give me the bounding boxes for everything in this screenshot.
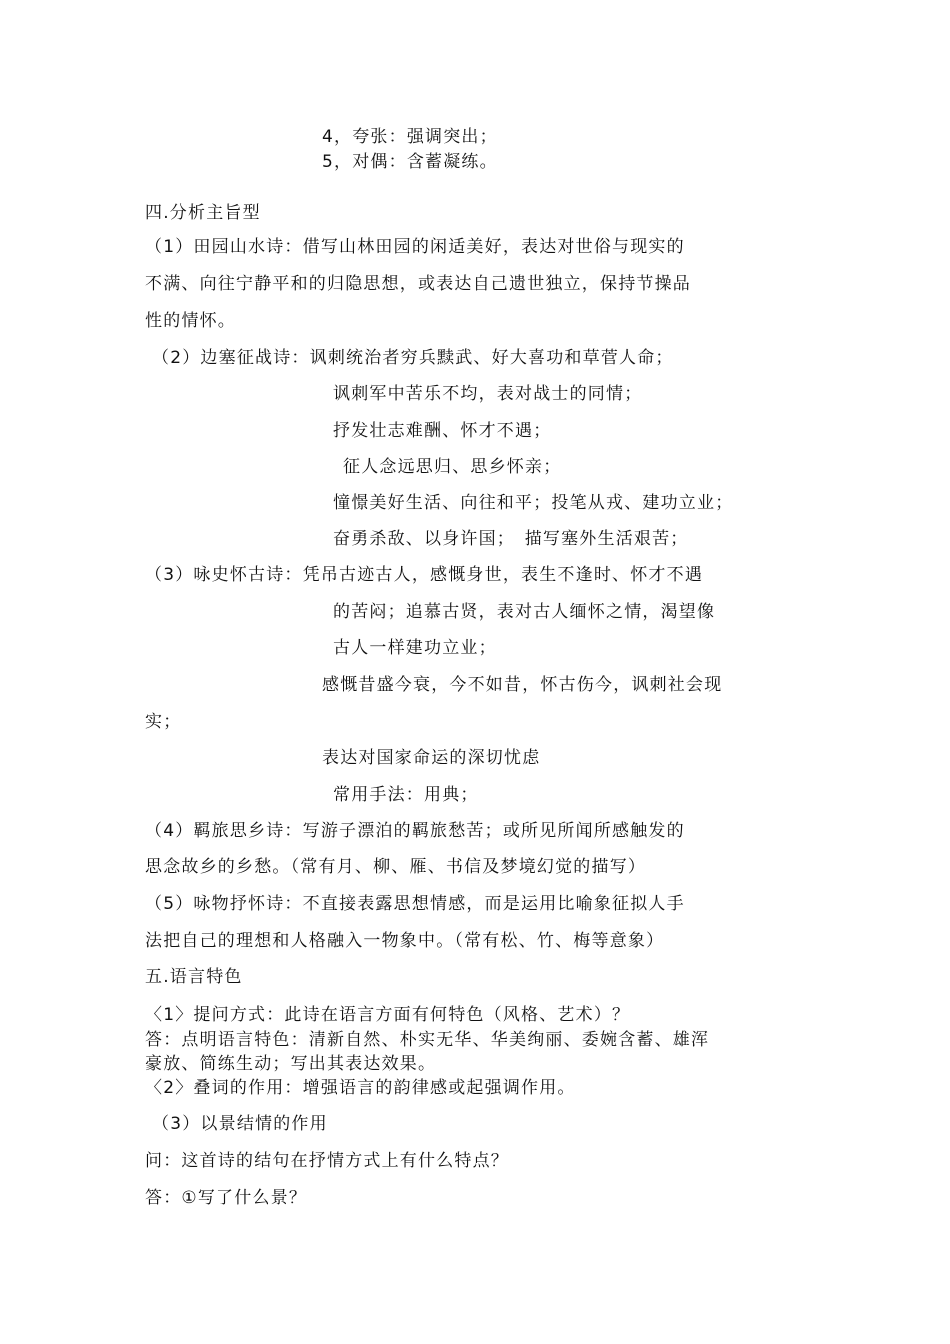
text-line: （1）田园山水诗：借写山林田园的闲适美好，表达对世俗与现实的 (145, 237, 685, 257)
text-line: 的苦闷；追慕古贤，表对古人缅怀之情，渴望像 (333, 602, 716, 622)
text-line: 征人念远思归、思乡怀亲； (343, 457, 562, 477)
text-line: 5，对偶：含蓄凝练。 (322, 152, 498, 172)
text-line: 表达对国家命运的深切忧虑 (322, 748, 541, 768)
text-line: 古人一样建功立业； (333, 638, 497, 658)
text-line: 豪放、简练生动；写出其表达效果。 (145, 1054, 437, 1074)
text-line: 答：①写了什么景？ (145, 1188, 308, 1208)
text-line: 实； (145, 712, 182, 732)
text-line: 性的情怀。 (145, 311, 236, 331)
text-line: 〈1〉提问方式：此诗在语言方面有何特色（风格、艺术）？ (145, 1005, 631, 1025)
text-line: 〈2〉叠词的作用：增强语言的韵律感或起强调作用。 (145, 1078, 576, 1098)
text-line: 讽刺军中苦乐不均，表对战士的同情； (333, 384, 643, 404)
section-heading: 四.分析主旨型 (145, 203, 261, 223)
text-line: 常用手法：用典； (333, 785, 479, 805)
text-line: 憧憬美好生活、向往和平；投笔从戎、建功立业； (333, 493, 734, 513)
section-heading: 五.语言特色 (145, 967, 243, 987)
text-line: （2）边塞征战诗：讽刺统治者穷兵黩武、好大喜功和草菅人命； (152, 348, 674, 368)
text-line: 问：这首诗的结句在抒情方式上有什么特点？ (145, 1151, 509, 1171)
text-line: （4）羁旅思乡诗：写游子漂泊的羁旅愁苦；或所见所闻所感触发的 (145, 821, 685, 841)
text-line: 答：点明语言特色：清新自然、朴实无华、华美绚丽、委婉含蓄、雄浑 (145, 1030, 710, 1050)
text-line: 不满、向往宁静平和的归隐思想，或表达自己遗世独立，保持节操品 (145, 274, 691, 294)
text-line: 感慨昔盛今衰，今不如昔，怀古伤今，讽刺社会现 (322, 675, 723, 695)
text-line: 法把自己的理想和人格融入一物象中。（常有松、竹、梅等意象） (145, 931, 665, 951)
text-line: 抒发壮志难酬、怀才不遇； (333, 421, 552, 441)
text-line: 思念故乡的乡愁。（常有月、柳、雁、书信及梦境幻觉的描写） (145, 857, 647, 877)
text-line: （3）咏史怀古诗：凭吊古迹古人，感慨身世，表生不逢时、怀才不遇 (145, 565, 704, 585)
text-line: 奋勇杀敌、以身许国； 描写塞外生活艰苦； (333, 529, 689, 549)
text-line: （5）咏物抒怀诗：不直接表露思想情感，而是运用比喻象征拟人手 (145, 894, 685, 914)
text-line: （3）以景结情的作用 (152, 1114, 328, 1134)
text-line: 4，夸张：强调突出； (322, 127, 498, 147)
